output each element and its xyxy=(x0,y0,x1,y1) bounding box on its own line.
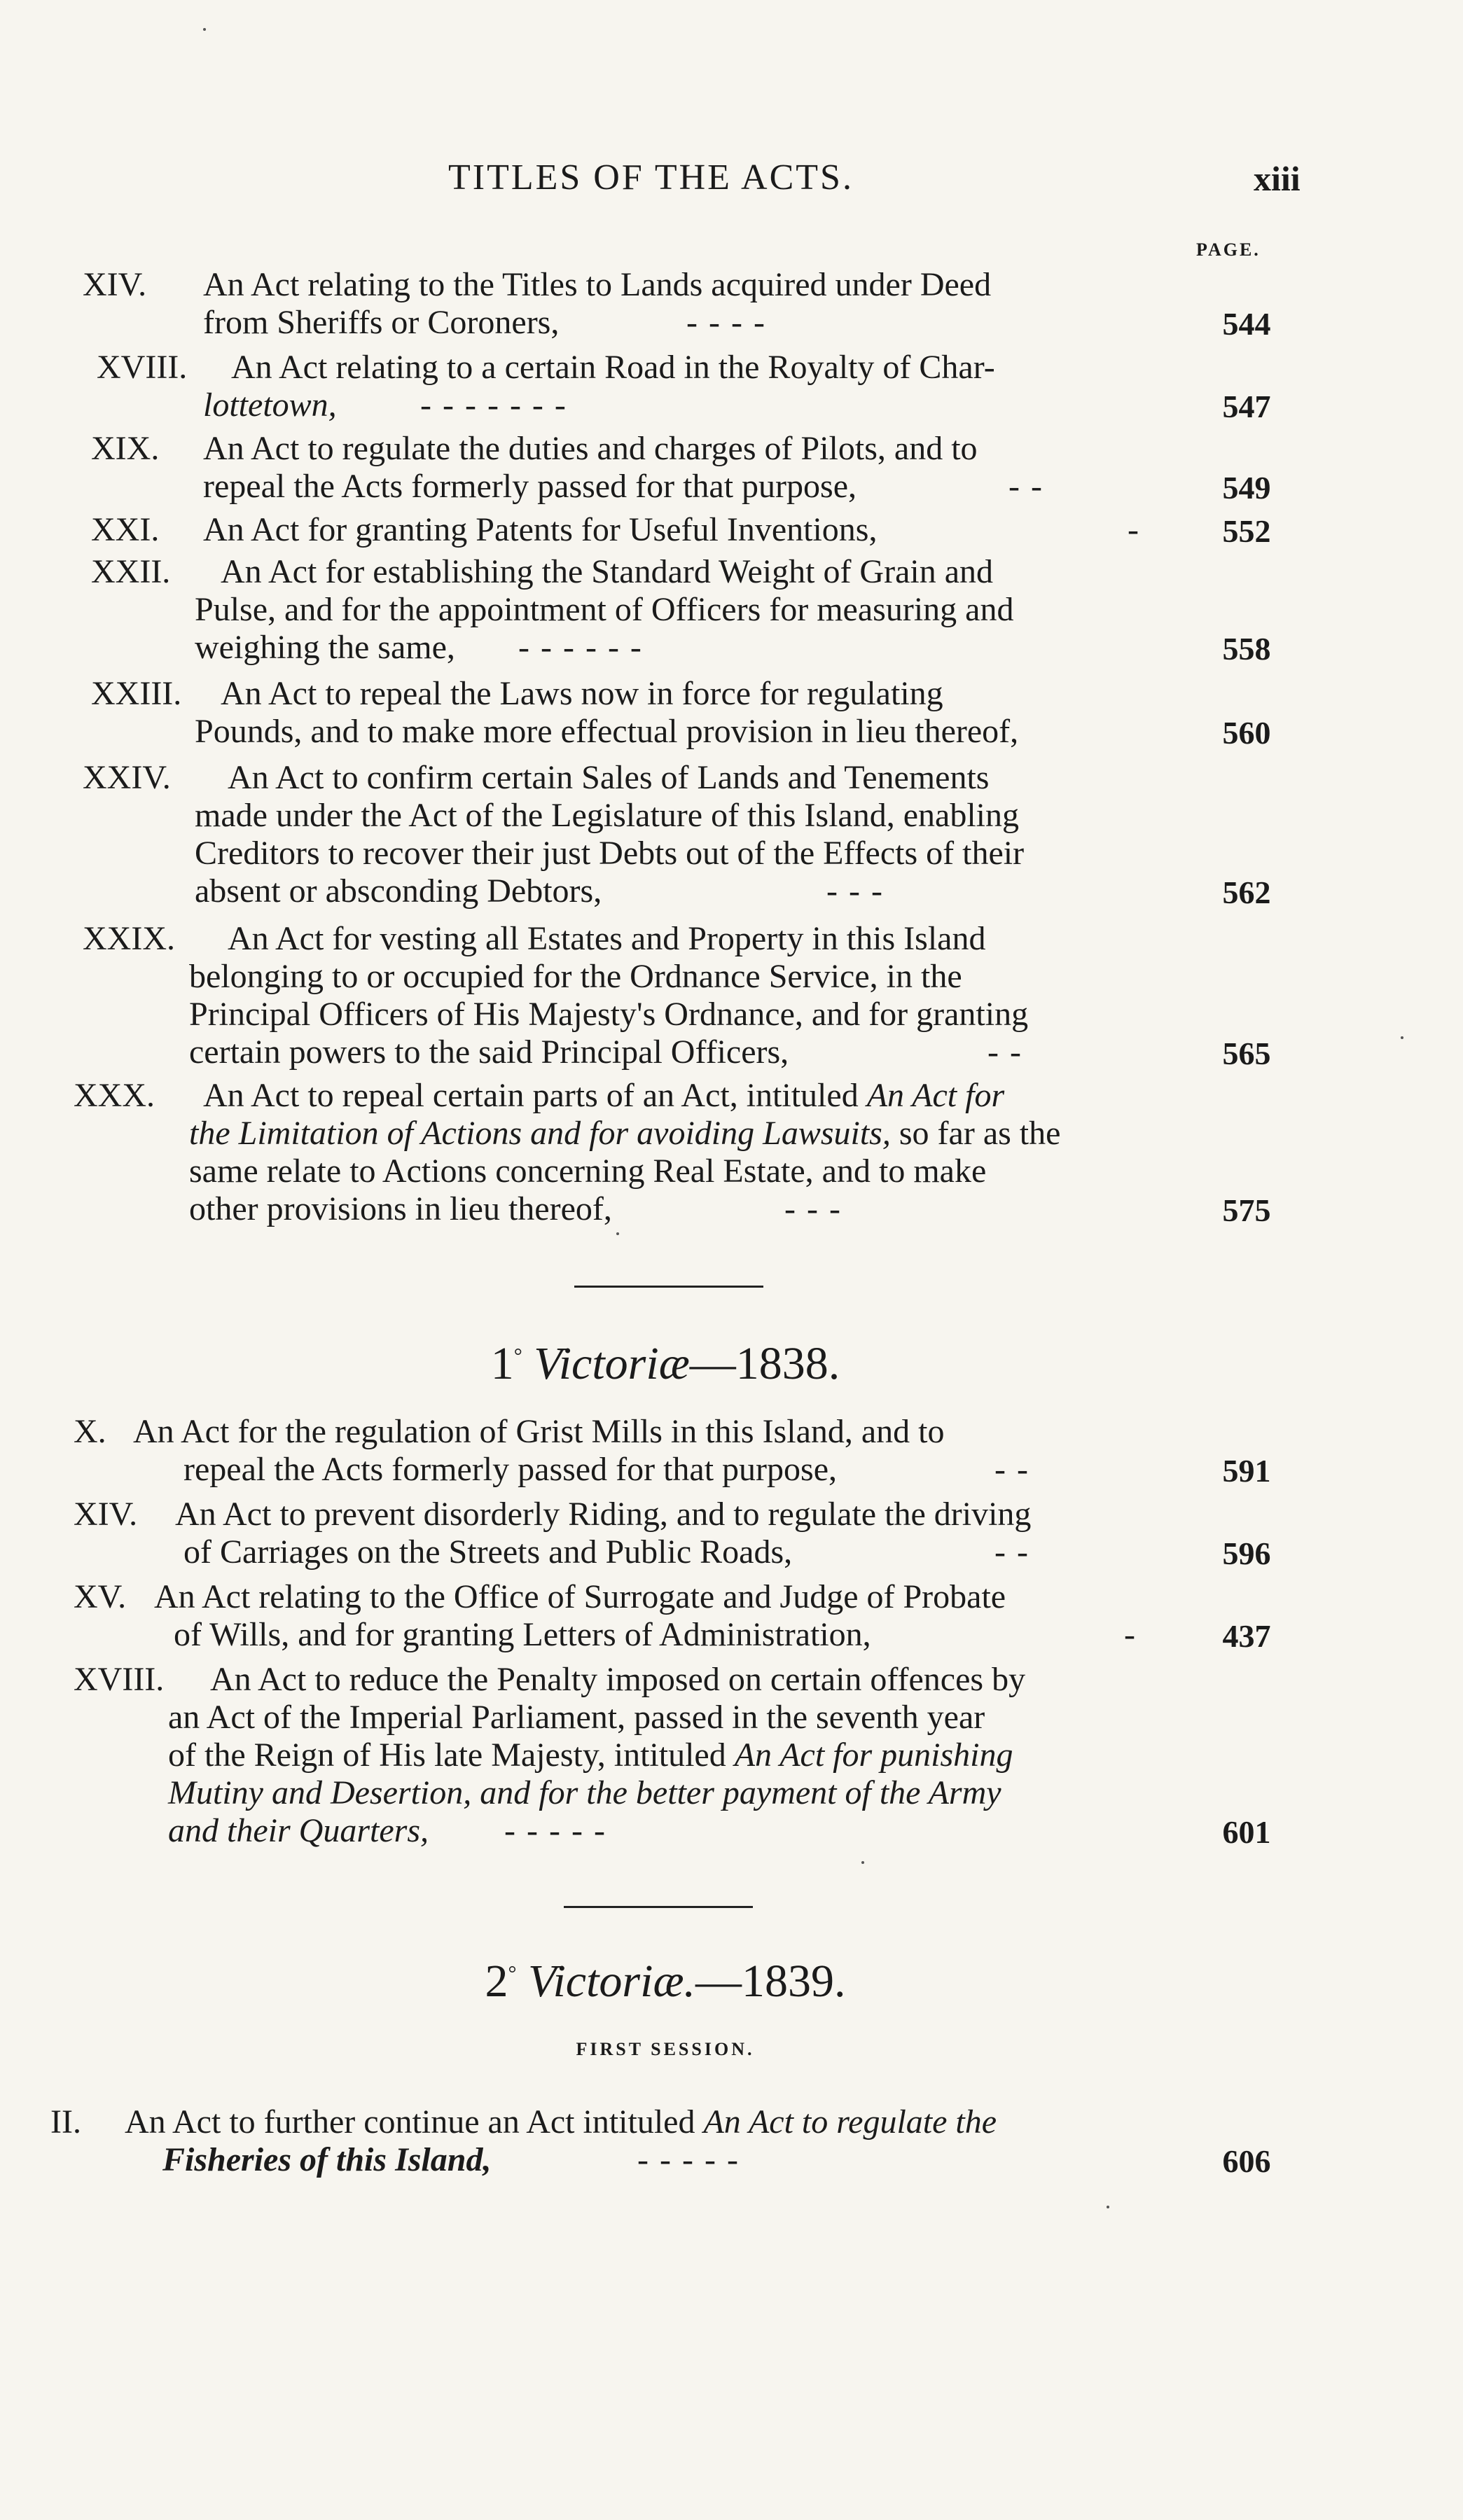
act-title-line: other provisions in lieu thereof, xyxy=(189,1190,612,1227)
act-number: II. xyxy=(50,2103,81,2140)
act-number: XXIV. xyxy=(83,759,171,796)
act-title-line: An Act relating to the Titles to Lands acquired under Deed xyxy=(203,266,992,303)
page-ref: 558 xyxy=(1222,631,1271,667)
act-title-line: of Wills, and for granting Letters of Administration, xyxy=(174,1616,871,1653)
reign-name: Victoriæ xyxy=(534,1338,690,1389)
ordinal-mark: ° xyxy=(508,1962,517,1985)
act-title-text: so far as the xyxy=(890,1115,1061,1152)
regnal-year-number: 1 xyxy=(490,1338,514,1389)
act-title-line xyxy=(168,1735,1013,1776)
act-title-text: of the Reign of His late Majesty, intituled xyxy=(168,1736,735,1774)
act-number: XXIII. xyxy=(91,675,182,712)
section-divider xyxy=(564,1906,753,1908)
act-number: XVIII. xyxy=(97,349,188,386)
dot-leader: - - - xyxy=(784,1190,842,1227)
act-title-line: Creditors to recover their just Debts out of the Effects of their xyxy=(195,835,1025,872)
page-ref: 606 xyxy=(1222,2143,1271,2179)
section-divider xyxy=(574,1286,763,1288)
act-title-line: An Act to repeal the Laws now in force for regulating xyxy=(221,675,943,712)
running-head-title: TITLES OF THE ACTS. xyxy=(448,158,854,197)
act-title-line: and their Quarters, xyxy=(168,1812,429,1849)
dot-leader: - - - - - xyxy=(637,2141,740,2178)
section-year: —1838. xyxy=(689,1338,840,1389)
act-title-text: An Act to further continue an Act intituled xyxy=(125,2103,704,2140)
act-title-line: of Carriages on the Streets and Public Roads, xyxy=(183,1533,793,1571)
act-number: XIX. xyxy=(91,430,160,467)
page-ref: 562 xyxy=(1222,875,1271,910)
act-title-line: from Sheriffs or Coroners, xyxy=(203,304,560,341)
act-title-line: same relate to Actions concerning Real Estate, and to make xyxy=(189,1153,987,1190)
act-title-line: An Act relating to the Office of Surrogate and Judge of Probate xyxy=(154,1578,1006,1615)
page-number: xiii xyxy=(1254,159,1301,198)
section-title xyxy=(0,1337,1331,1391)
act-title-line: An Act to reduce the Penalty imposed on certain offences by xyxy=(210,1661,1026,1698)
section-year: —1839. xyxy=(695,1956,846,2007)
paper-speck xyxy=(616,1232,619,1235)
act-title-line: made under the Act of the Legislature of this Island, enabling xyxy=(195,797,1019,834)
act-title-line xyxy=(125,2102,997,2143)
dot-leader: - xyxy=(1124,1616,1137,1653)
act-number: XVIII. xyxy=(74,1661,165,1698)
page-column-label: PAGE. xyxy=(1196,239,1261,260)
page-ref: 591 xyxy=(1222,1453,1271,1489)
page-ref: 601 xyxy=(1222,1814,1271,1850)
act-title-line: Pounds, and to make more effectual provision in lieu thereof, xyxy=(195,713,1019,750)
dot-leader: - - - - xyxy=(686,304,766,341)
act-number: XV. xyxy=(74,1578,127,1615)
act-number: X. xyxy=(74,1413,106,1450)
page-ref: 549 xyxy=(1222,470,1271,506)
dot-leader: - - xyxy=(987,1033,1022,1071)
page-ref: 552 xyxy=(1222,513,1271,549)
act-title-line: repeal the Acts formerly passed for that purpose, xyxy=(203,468,857,505)
paper-speck xyxy=(203,28,206,31)
cited-act-title: the Limitation of Actions and for avoiding Lawsuits, xyxy=(189,1115,891,1152)
dot-leader: - - - - - - - xyxy=(420,387,567,424)
page-ref: 560 xyxy=(1222,715,1271,751)
act-number: XXIX. xyxy=(83,920,175,957)
act-number: XIV. xyxy=(74,1496,138,1533)
act-title-line: an Act of the Imperial Parliament, passed in the seventh year xyxy=(168,1699,985,1736)
page-ref: 596 xyxy=(1222,1536,1271,1571)
dot-leader: - - xyxy=(1008,468,1043,505)
act-number: XXX. xyxy=(74,1077,155,1114)
paper-speck xyxy=(1401,1036,1403,1039)
act-title-line: belonging to or occupied for the Ordnance Service, in the xyxy=(189,958,962,995)
section-title xyxy=(0,1955,1331,2008)
page-ref: 544 xyxy=(1222,306,1271,342)
cited-act-title: An Act to regulate the xyxy=(703,2103,997,2140)
act-title-line: An Act to confirm certain Sales of Lands and Tenements xyxy=(228,759,990,796)
act-title-line: An Act to regulate the duties and charges of Pilots, and to xyxy=(203,430,978,467)
act-title-line: An Act for granting Patents for Useful Inventions, xyxy=(203,511,878,548)
page-ref: 547 xyxy=(1222,389,1271,424)
ordinal-mark: ° xyxy=(513,1344,522,1367)
dot-leader: - - - - - - xyxy=(518,629,643,666)
paper-speck xyxy=(861,1861,864,1864)
cited-act-title: An Act for punishing xyxy=(734,1736,1013,1774)
act-title-line: lottetown, xyxy=(203,387,337,424)
act-title-line: An Act for vesting all Estates and Property in this Island xyxy=(228,920,986,957)
page-ref: 565 xyxy=(1222,1036,1271,1071)
act-title-line xyxy=(231,347,995,388)
act-title-line xyxy=(189,1113,1060,1154)
dot-leader: - - xyxy=(994,1533,1029,1571)
session-label: FIRST SESSION. xyxy=(576,2039,755,2059)
act-title-line: An Act to prevent disorderly Riding, and to regulate the driving xyxy=(175,1496,1032,1533)
act-title-line: Pulse, and for the appointment of Officers for measuring and xyxy=(195,591,1014,628)
act-number: XXI. xyxy=(91,511,160,548)
act-title-line: An Act for establishing the Standard Weight of Grain and xyxy=(221,553,994,590)
act-title-line: repeal the Acts formerly passed for that purpose, xyxy=(183,1451,838,1488)
page-ref: 437 xyxy=(1222,1618,1271,1654)
act-title-line: weighing the same, xyxy=(195,629,455,666)
page-ref: 575 xyxy=(1222,1192,1271,1228)
act-title-line: absent or absconding Debtors, xyxy=(195,872,602,910)
act-title-line: Fisheries of this Island, xyxy=(162,2141,492,2178)
dot-leader: - - - xyxy=(826,872,884,910)
act-title-line: An Act for the regulation of Grist Mills in this Island, and to xyxy=(133,1413,945,1450)
paper-speck xyxy=(1107,2206,1109,2208)
act-title-text: An Act to repeal certain parts of an Act, intituled xyxy=(203,1077,867,1114)
dot-leader: - - - - - xyxy=(504,1812,606,1849)
act-number: XXII. xyxy=(91,553,171,590)
reign-name: Victoriæ. xyxy=(528,1956,695,2007)
act-title-line: Principal Officers of His Majesty's Ordnance, and for granting xyxy=(189,996,1029,1033)
act-title-line xyxy=(203,1075,1004,1116)
dot-leader: - - xyxy=(994,1451,1029,1488)
cited-act-title: An Act for xyxy=(866,1077,1005,1114)
dot-leader: - xyxy=(1128,511,1140,548)
act-title-line: certain powers to the said Principal Officers, xyxy=(189,1033,789,1071)
act-title-text: An Act relating to a certain Road in the Royalty of Char- xyxy=(231,349,995,386)
regnal-year-number: 2 xyxy=(485,1956,508,2007)
act-title-line: Mutiny and Desertion, and for the better payment of the Army xyxy=(168,1774,1001,1811)
act-number: XIV. xyxy=(83,266,147,303)
